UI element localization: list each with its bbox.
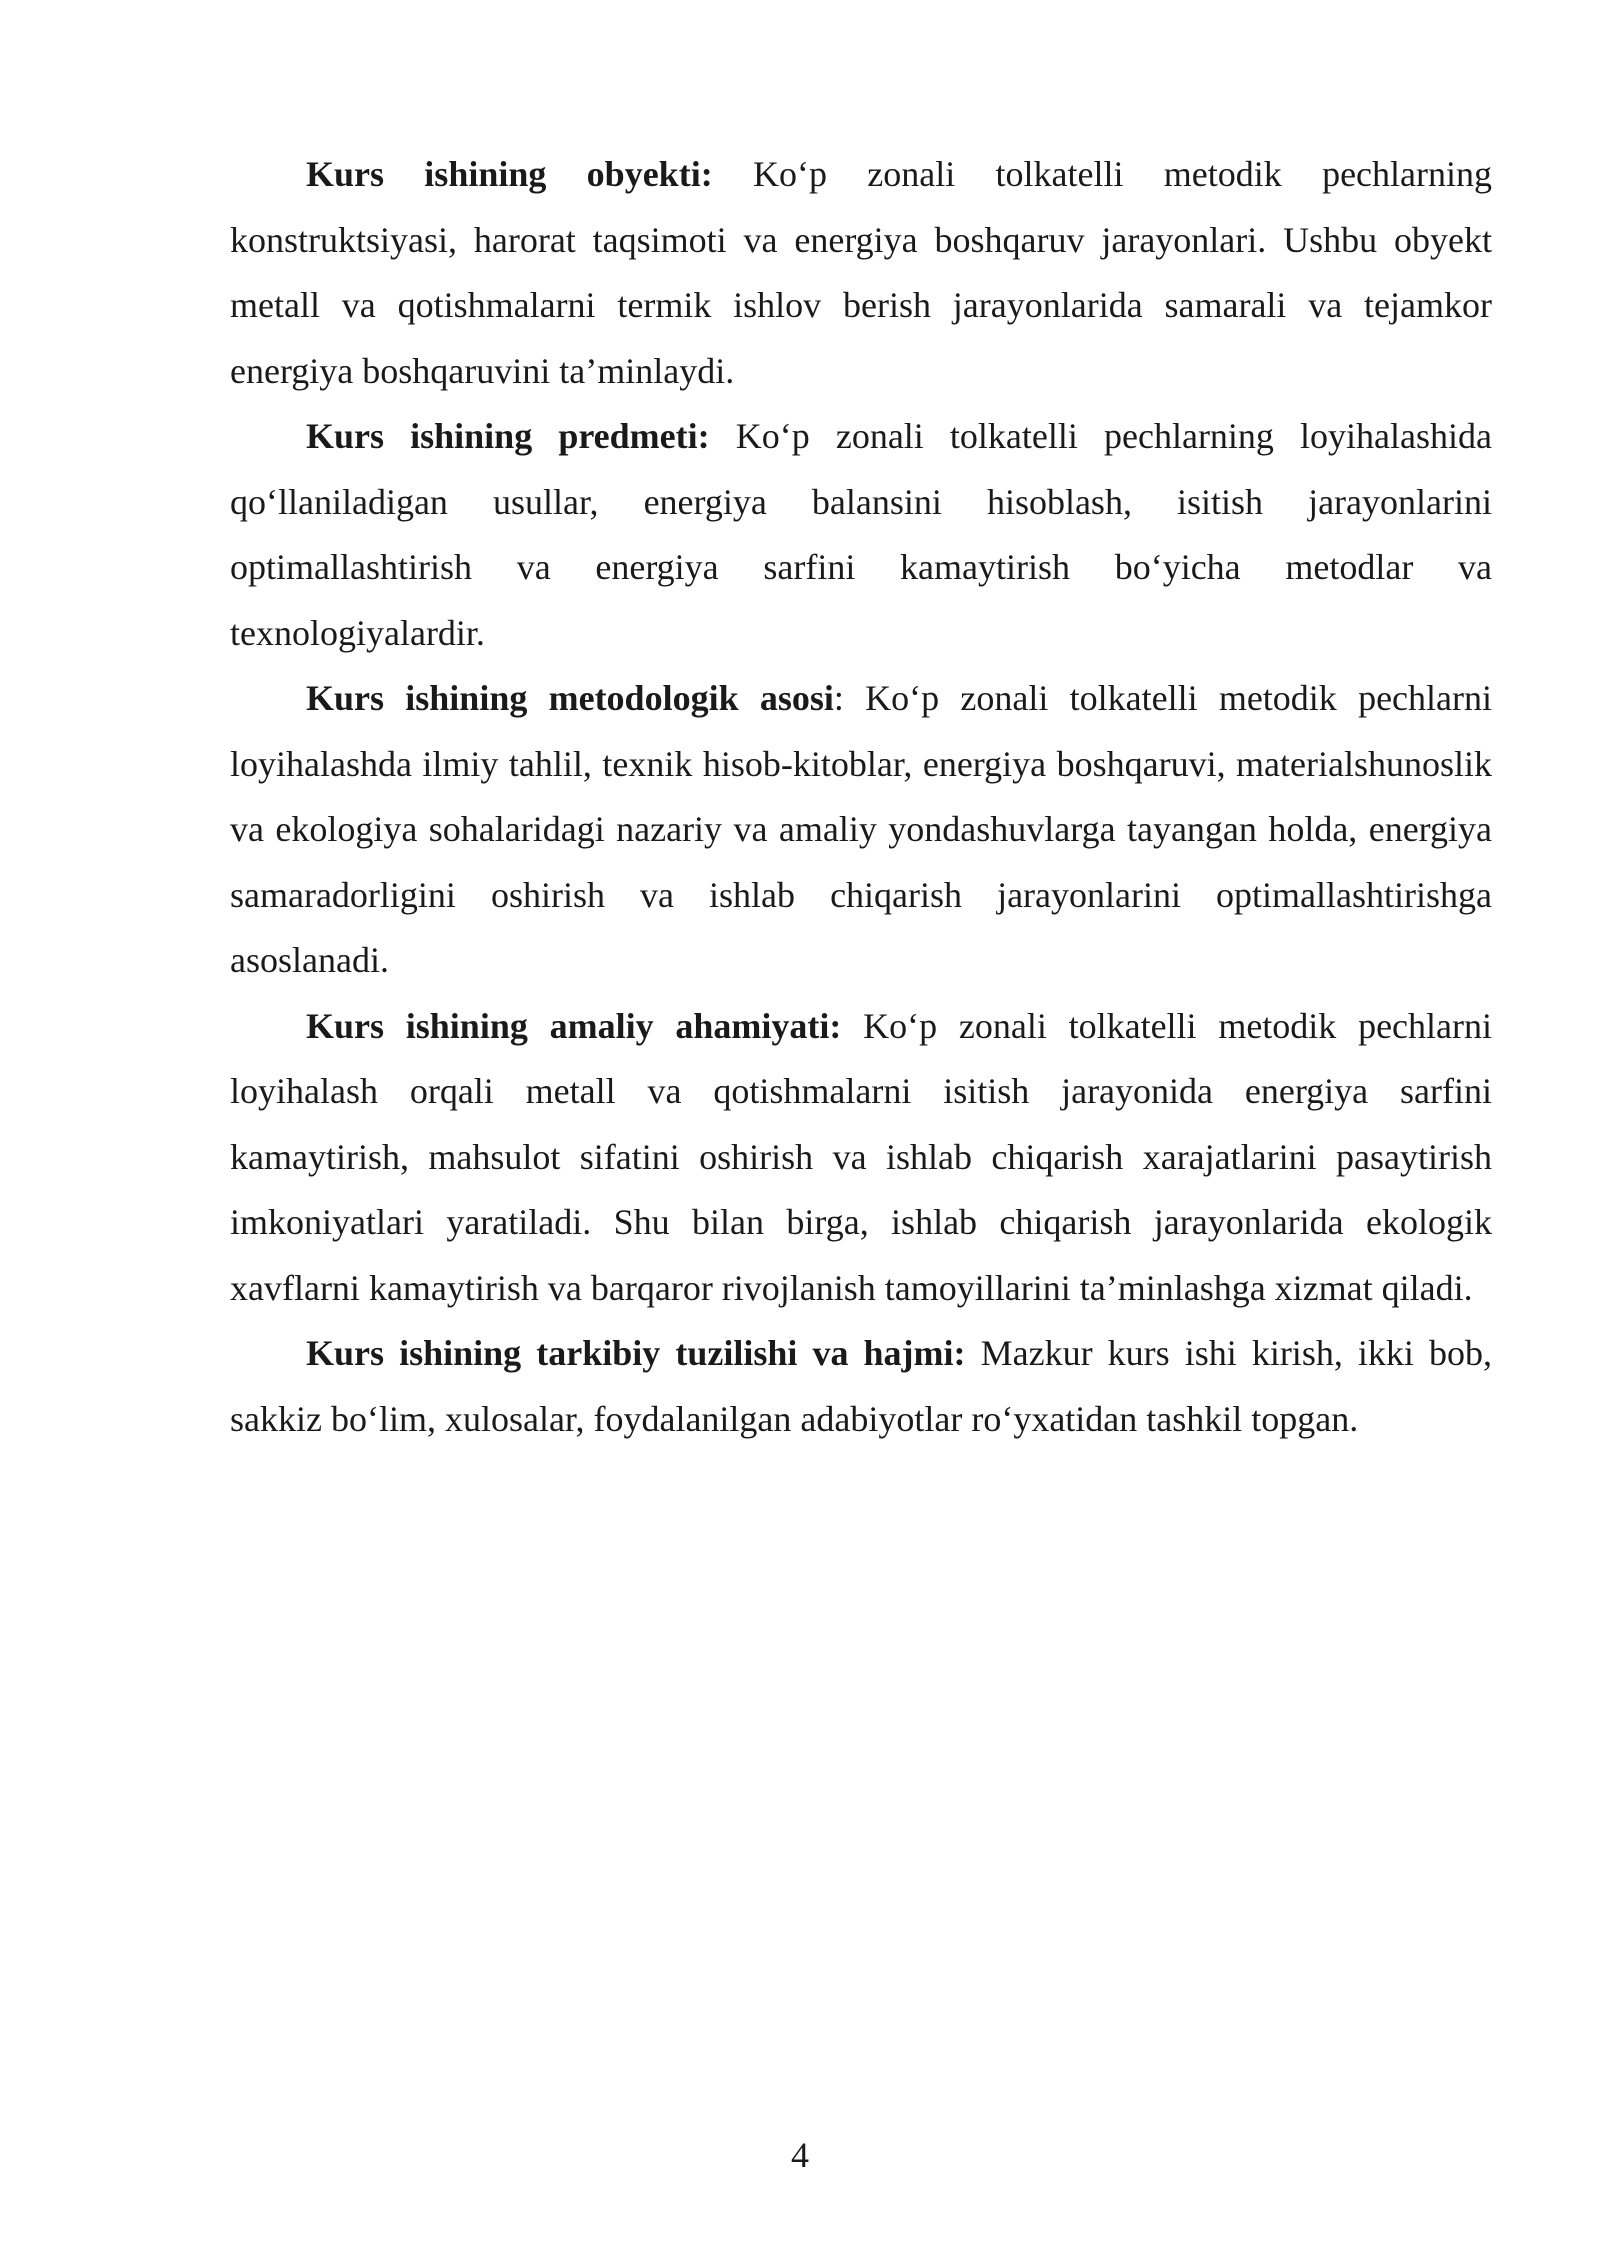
paragraph-predmeti: [230, 404, 1492, 666]
paragraph-amaliy-ahamiyati: [230, 994, 1492, 1322]
paragraph-heading: Kurs ishining amaliy ahamiyati:: [306, 1005, 842, 1046]
document-body: [230, 142, 1492, 1452]
paragraph-text: Ko‘p zonali tolkatelli metodik pechlarni loyihalash orqali metall va qotishmalarni isitish jarayonida energiya sarfini kamaytirish, mahsulot sifatini oshirish va ishlab chiqarish xarajatlarini pasaytirish imkoniyatlari yaratiladi. Shu bilan birga, ishlab chiqarish jarayonlarida ekologik xavflarni kamaytirish va barqaror rivojlanish tamoyillarini ta’minlashga xizmat qiladi.: [230, 1005, 1492, 1308]
paragraph-tarkibiy-tuzilishi: [230, 1321, 1492, 1452]
paragraph-text: Ko‘p zonali tolkatelli metodik pechlarning konstruktsiyasi, harorat taqsimoti va energiya boshqaruv jarayonlari. Ushbu obyekt metall va qotishmalarni termik ishlov berish jarayonlarida samarali va tejamkor energiya boshqaruvini ta’minlaydi.: [230, 154, 1492, 391]
paragraph-text: : Ko‘p zonali tolkatelli metodik pechlarni loyihalashda ilmiy tahlil, texnik hisob-kitoblar, energiya boshqaruvi, materialshunoslik va ekologiya sohalaridagi nazariy va amaliy yondashuvlarga tayangan holda, energiya samaradorligini oshirish va ishlab chiqarish jarayonlarini optimallashtirishga asoslanadi.: [230, 678, 1492, 980]
paragraph-heading: Kurs ishining predmeti:: [306, 416, 710, 456]
page-number: 4: [791, 2135, 809, 2175]
paragraph-text: Ko‘p zonali tolkatelli pechlarning loyihalashida qo‘llaniladigan usullar, energiya balansini hisoblash, isitish jarayonlarini optimallashtirish va energiya sarfini kamaytirish bo‘yicha metodlar va texnologiyalardir.: [230, 416, 1493, 653]
paragraph-metodologik-asosi: [230, 666, 1492, 994]
paragraph-text: Mazkur kurs ishi kirish, ikki bob, sakkiz bo‘lim, xulosalar, foydalanilgan adabiyotlar ro‘yxatidan tashkil topgan.: [230, 1333, 1492, 1439]
paragraph-obyekti: [230, 142, 1492, 404]
paragraph-heading: Kurs ishining obyekti:: [306, 154, 713, 194]
paragraph-heading: Kurs ishining metodologik asosi: [306, 678, 834, 718]
paragraph-heading: Kurs ishining tarkibiy tuzilishi va hajmi:: [306, 1333, 966, 1373]
